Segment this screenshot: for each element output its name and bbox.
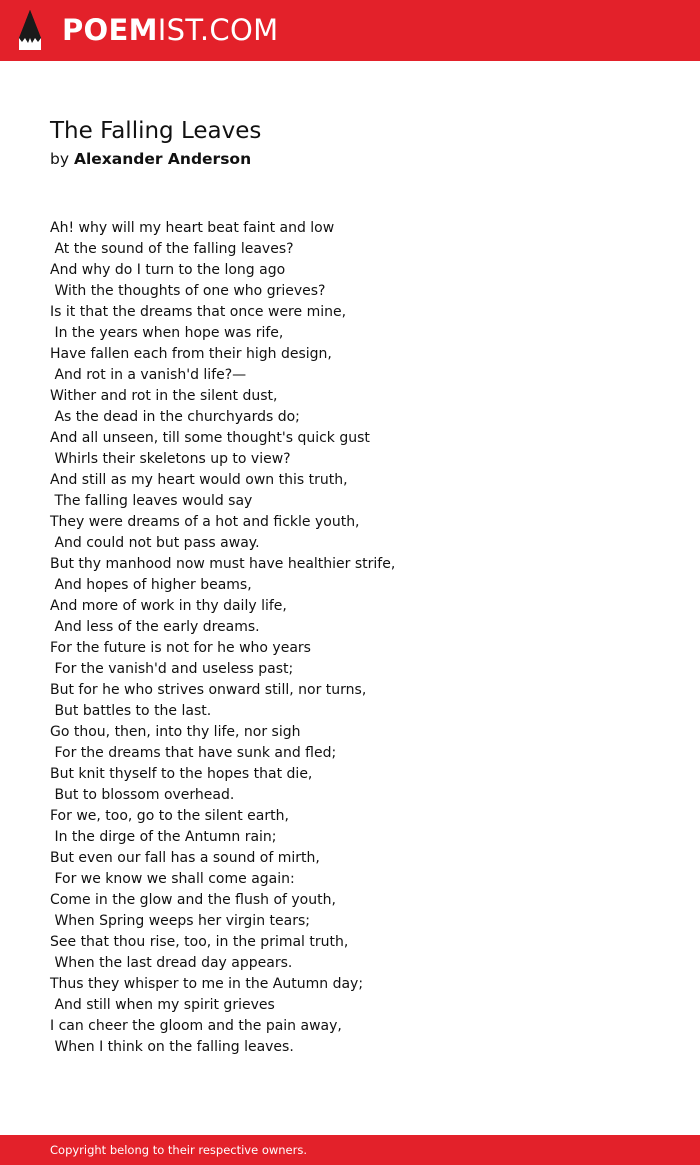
poem-line: For the future is not for he who years xyxy=(50,640,311,656)
poem-line: And still as my heart would own this truth, xyxy=(50,472,348,488)
poem-line: For the vanish'd and useless past; xyxy=(50,661,294,677)
poem-line: And hopes of higher beams, xyxy=(50,577,252,593)
poem-line: Come in the glow and the flush of youth, xyxy=(50,892,336,908)
poem-line: For the dreams that have sunk and fled; xyxy=(50,745,337,761)
poem-line: I can cheer the gloom and the pain away, xyxy=(50,1018,342,1034)
poem-line: The falling leaves would say xyxy=(50,493,253,509)
poem-line: Ah! why will my heart beat faint and low xyxy=(50,220,335,236)
poem-line: In the dirge of the Antumn rain; xyxy=(50,829,277,845)
poem-body xyxy=(50,218,395,1058)
poem-byline xyxy=(50,148,251,170)
poem-line: But battles to the last. xyxy=(50,703,212,719)
poem-line: And more of work in thy daily life, xyxy=(50,598,287,614)
poem-line: Have fallen each from their high design, xyxy=(50,346,332,362)
poem-line: And still when my spirit grieves xyxy=(50,997,275,1013)
poem-line: Wither and rot in the silent dust, xyxy=(50,388,278,404)
poem-line: And all unseen, till some thought's quick gust xyxy=(50,430,370,446)
pencil-icon[interactable] xyxy=(18,9,42,51)
poem-line: But for he who strives onward still, nor turns, xyxy=(50,682,367,698)
poem-line: Is it that the dreams that once were mine, xyxy=(50,304,347,320)
poem-line: But knit thyself to the hopes that die, xyxy=(50,766,313,782)
poem-line: With the thoughts of one who grieves? xyxy=(50,283,326,299)
poem-line: For we know we shall come again: xyxy=(50,871,295,887)
poem-line: When I think on the falling leaves. xyxy=(50,1039,294,1055)
logo-bold-text: POEM xyxy=(62,13,158,47)
poem-line: And could not but pass away. xyxy=(50,535,260,551)
site-footer xyxy=(0,1135,700,1165)
poem-line: Go thou, then, into thy life, nor sigh xyxy=(50,724,301,740)
poem-line: And less of the early dreams. xyxy=(50,619,260,635)
poem-line: They were dreams of a hot and fickle youth, xyxy=(50,514,360,530)
poem-line: For we, too, go to the silent earth, xyxy=(50,808,289,824)
by-label: by xyxy=(50,150,70,168)
poem-author: Alexander Anderson xyxy=(73,150,252,168)
poem-line: As the dead in the churchyards do; xyxy=(50,409,300,425)
poem-line: Whirls their skeletons up to view? xyxy=(50,451,291,467)
poem-line: And why do I turn to the long ago xyxy=(50,262,286,278)
site-logo[interactable] xyxy=(62,13,278,47)
poem-title: The Falling Leaves xyxy=(50,118,262,144)
poem-line: But thy manhood now must have healthier strife, xyxy=(50,556,396,572)
poem-line: But to blossom overhead. xyxy=(50,787,235,803)
site-header xyxy=(0,0,700,61)
poem-line: When the last dread day appears. xyxy=(50,955,293,971)
poem-line: And rot in a vanish'd life?— xyxy=(50,367,247,383)
poem-line: When Spring weeps her virgin tears; xyxy=(50,913,310,929)
poem-line: See that thou rise, too, in the primal truth, xyxy=(50,934,349,950)
poem-line: Thus they whisper to me in the Autumn day; xyxy=(50,976,364,992)
copyright-text: Copyright belong to their respective owners. xyxy=(50,1143,308,1157)
poem-line: At the sound of the falling leaves? xyxy=(50,241,294,257)
poem-line: But even our fall has a sound of mirth, xyxy=(50,850,320,866)
logo-light-text: IST.COM xyxy=(157,13,279,47)
poem-line: In the years when hope was rife, xyxy=(50,325,284,341)
